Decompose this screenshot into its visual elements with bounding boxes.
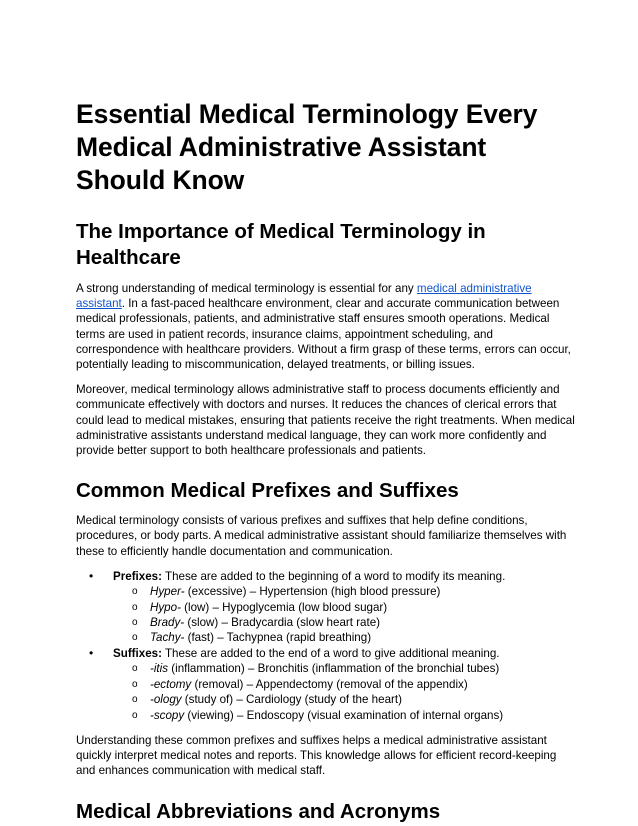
list-item xyxy=(113,692,578,707)
list-item-suffixes xyxy=(76,646,578,723)
circle-bullet-icon: o xyxy=(132,678,138,690)
term-description: (excessive) – Hypertension (high blood pressure) xyxy=(184,585,441,599)
term: Tachy- xyxy=(150,631,185,645)
list-item xyxy=(113,600,578,615)
term: Hyper- xyxy=(150,585,185,599)
list-item xyxy=(113,677,578,692)
term-description: (inflammation) – Bronchitis (inflammation of the bronchial tubes) xyxy=(168,662,500,676)
paragraph-importance-1 xyxy=(76,281,578,372)
term: Hypo- xyxy=(150,600,181,614)
prefix-suffix-list xyxy=(76,569,578,723)
term: Brady- xyxy=(150,616,185,630)
list-item xyxy=(113,584,578,599)
list-item xyxy=(113,661,578,676)
circle-bullet-icon: o xyxy=(132,586,138,598)
prefixes-label: Prefixes: xyxy=(113,569,162,583)
prefixes-text: These are added to the beginning of a word to modify its meaning. xyxy=(161,569,506,583)
paragraph-importance-2: Moreover, medical terminology allows administrative staff to process documents efficiently and communicate effectively with doctors and nurses. It reduces the chances of clerical errors that could lead to medical mistakes, ensuring that patients receive the right treatments. When medical administrative assistants understand medical language, they can work more confidently and provide better support to both healthcare professionals and patients. xyxy=(76,383,575,458)
term: -ectomy xyxy=(150,677,192,691)
circle-bullet-icon: o xyxy=(132,601,138,613)
prefix-sublist xyxy=(113,584,578,646)
suffixes-text: These are added to the end of a word to give additional meaning. xyxy=(161,646,500,660)
section-heading-importance: The Importance of Medical Terminology in Healthcare xyxy=(76,220,486,269)
term-description: (viewing) – Endoscopy (visual examination of internal organs) xyxy=(184,708,504,722)
term: -ology xyxy=(150,693,182,707)
list-item-prefixes xyxy=(76,569,578,646)
term-description: (removal) – Appendectomy (removal of the appendix) xyxy=(191,677,468,691)
term: -scopy xyxy=(150,708,185,722)
term-description: (slow) – Bradycardia (slow heart rate) xyxy=(184,616,381,630)
bullet-icon: • xyxy=(89,645,94,660)
circle-bullet-icon: o xyxy=(132,709,138,721)
suffixes-label: Suffixes: xyxy=(113,646,162,660)
circle-bullet-icon: o xyxy=(132,632,138,644)
term: -itis xyxy=(150,662,169,676)
list-item xyxy=(113,615,578,630)
circle-bullet-icon: o xyxy=(132,617,138,629)
section-heading-prefixes-suffixes: Common Medical Prefixes and Suffixes xyxy=(76,479,459,503)
paragraph-text: A strong understanding of medical terminology is essential for any xyxy=(76,282,417,295)
paragraph-text: . In a fast-paced healthcare environment, clear and accurate communication between medical professionals, patients, and administrative staff ensures smooth operations. Medical terms are used in patient records, insurance claims, appointment scheduling, and correspondence with healthcare providers. Without a firm grasp of these terms, errors can occur, potentially leading to miscommunication, delayed treatments, or billing issues. xyxy=(76,297,571,372)
term-description: (low) – Hypoglycemia (low blood sugar) xyxy=(180,600,388,614)
paragraph-prefixes-outro: Understanding these common prefixes and suffixes helps a medical administrative assistant quickly interpret medical notes and reports. This knowledge allows for efficient record-keeping and enhances communication with medical staff. xyxy=(76,733,557,778)
circle-bullet-icon: o xyxy=(132,694,138,706)
document-title: Essential Medical Terminology Every Medical Administrative Assistant Should Know xyxy=(76,99,538,195)
term-description: (study of) – Cardiology (study of the heart) xyxy=(181,693,402,707)
list-item xyxy=(113,708,578,723)
bullet-icon: • xyxy=(89,568,94,583)
suffix-sublist xyxy=(113,661,578,723)
circle-bullet-icon: o xyxy=(132,663,138,675)
section-heading-abbreviations: Medical Abbreviations and Acronyms xyxy=(76,799,441,823)
medical-administrative-assistant-link[interactable]: medical administrative assistant xyxy=(76,282,532,311)
paragraph-prefixes-intro: Medical terminology consists of various prefixes and suffixes that help define conditions, procedures, or body parts. A medical administrative assistant should familiarize themselves with these to efficiently handle documentation and communication. xyxy=(76,514,567,558)
list-item xyxy=(113,630,578,645)
term-description: (fast) – Tachypnea (rapid breathing) xyxy=(184,631,372,645)
